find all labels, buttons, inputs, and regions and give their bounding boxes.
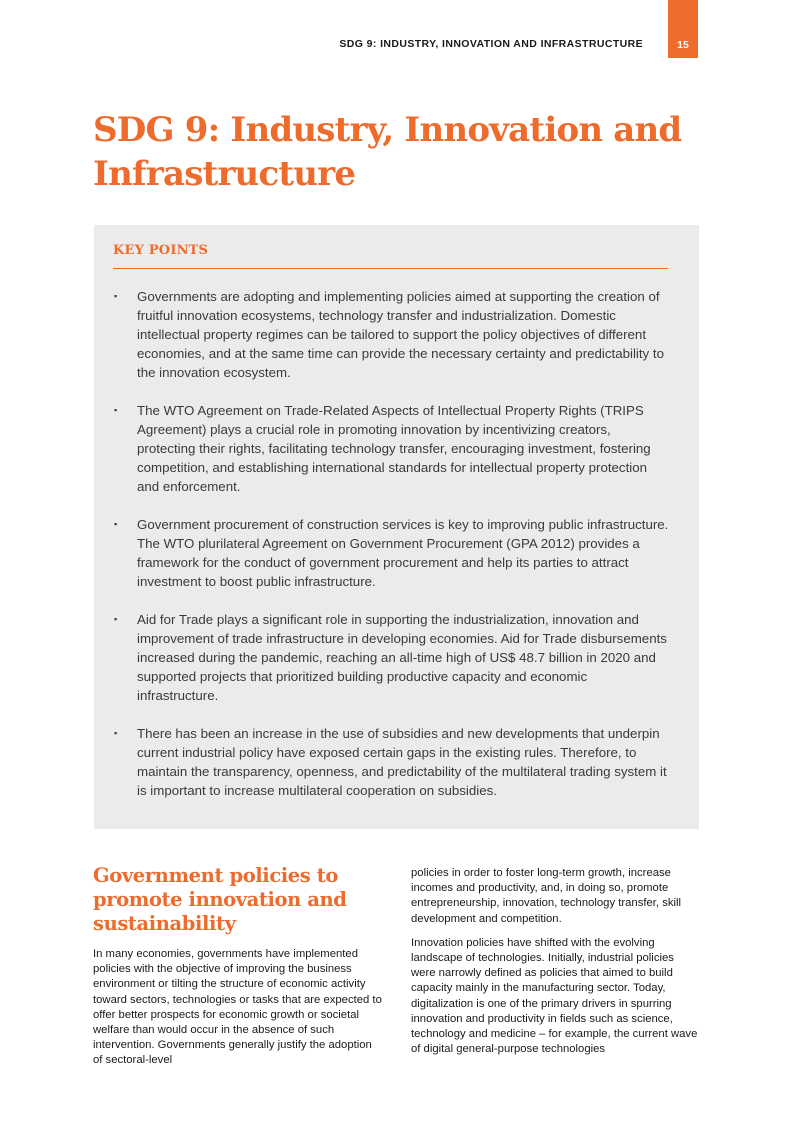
page-title-line-1: SDG 9: Industry, Innovation and [93,110,682,150]
square-bullet-icon: ▪ [114,291,118,301]
key-point-text: Government procurement of construction services is key to improving public infrastructure. The WTO plurilateral Agreement on Government Procurement (GPA 2012) provides a framework for the conduct of government procurement and help its parties to attract investment to boost public infrastructure. [137,517,669,589]
square-bullet-icon: ▪ [114,519,118,529]
key-point-text: Governments are adopting and implementing policies aimed at supporting the creation of fruitful innovation ecosystems, technology transfer and industrialization. Domestic intellectual property regimes can be tailored to support the policy objectives of different economies, and at the same time can provide the necessary certainty and predictability to the innovation ecosystem. [137,289,664,380]
key-point-item [111,724,671,800]
left-column [93,947,383,1078]
key-points-divider [113,268,668,269]
square-bullet-icon: ▪ [114,728,118,738]
key-points-list [111,287,671,819]
key-point-text: The WTO Agreement on Trade-Related Aspects of Intellectual Property Rights (TRIPS Agreement) plays a crucial role in promoting innovation by incentivizing creators, protecting their rights, facilitating technology transfer, encouraging investment, fostering competition, and establishing international standards for intellectual property protection and enforcement. [137,403,651,494]
key-point-text: There has been an increase in the use of subsidies and new developments that underpin current industrial policy have exposed certain gaps in the existing rules. Therefore, to maintain the transparency, openness, and predictability of the multilateral trading system it is important to increase multilateral cooperation on subsidies. [137,726,667,798]
right-column [411,866,701,1066]
square-bullet-icon: ▪ [114,405,118,415]
section-heading: Government policies to promote innovation and sustainability [93,864,347,935]
body-paragraph: policies in order to foster long-term growth, increase incomes and productivity, and, in doing so, promote entrepreneurship, innovation, technology transfer, skill development and competition. [411,867,682,925]
body-paragraph: Innovation policies have shifted with the evolving landscape of technologies. Initially, industrial policies were narrowly defined as policies that aimed to build capacity mainly in the manufacturing sector. Today, digitalization is one of the primary drivers in spurring innovation and productivity in fields such as science, technology and medicine – for example, the current wave of digital general-purpose technologies [411,936,698,1056]
page-number-tab [668,0,698,58]
square-bullet-icon: ▪ [114,614,118,624]
key-points-heading: KEY POINTS [113,243,209,258]
key-point-item [111,287,671,382]
running-header: SDG 9: INDUSTRY, INNOVATION AND INFRASTRUCTURE [339,38,643,50]
page-title-line-2: Infrastructure [93,154,356,194]
key-point-item [111,401,671,496]
body-paragraph: In many economies, governments have implemented policies with the objective of improving the business environment or tilting the structure of economic activity toward sectors, technologies or tasks that are expected to offer better prospects for economic growth or societal welfare than would occur in the absence of such intervention. Governments generally justify the adoption of sectoral-level [93,948,382,1067]
key-points-box [94,225,699,829]
page-title [93,108,713,196]
page-number: 15 [677,39,689,51]
key-point-item [111,610,671,705]
key-point-text: Aid for Trade plays a significant role in supporting the industrialization, innovation and improvement of trade infrastructure in developing economies. Aid for Trade disbursements increased during the pandemic, reaching an all-time high of US$ 48.7 billion in 2020 and supported projects that prioritized building productive capacity and economic infrastructure. [137,612,667,703]
key-point-item [111,515,671,591]
